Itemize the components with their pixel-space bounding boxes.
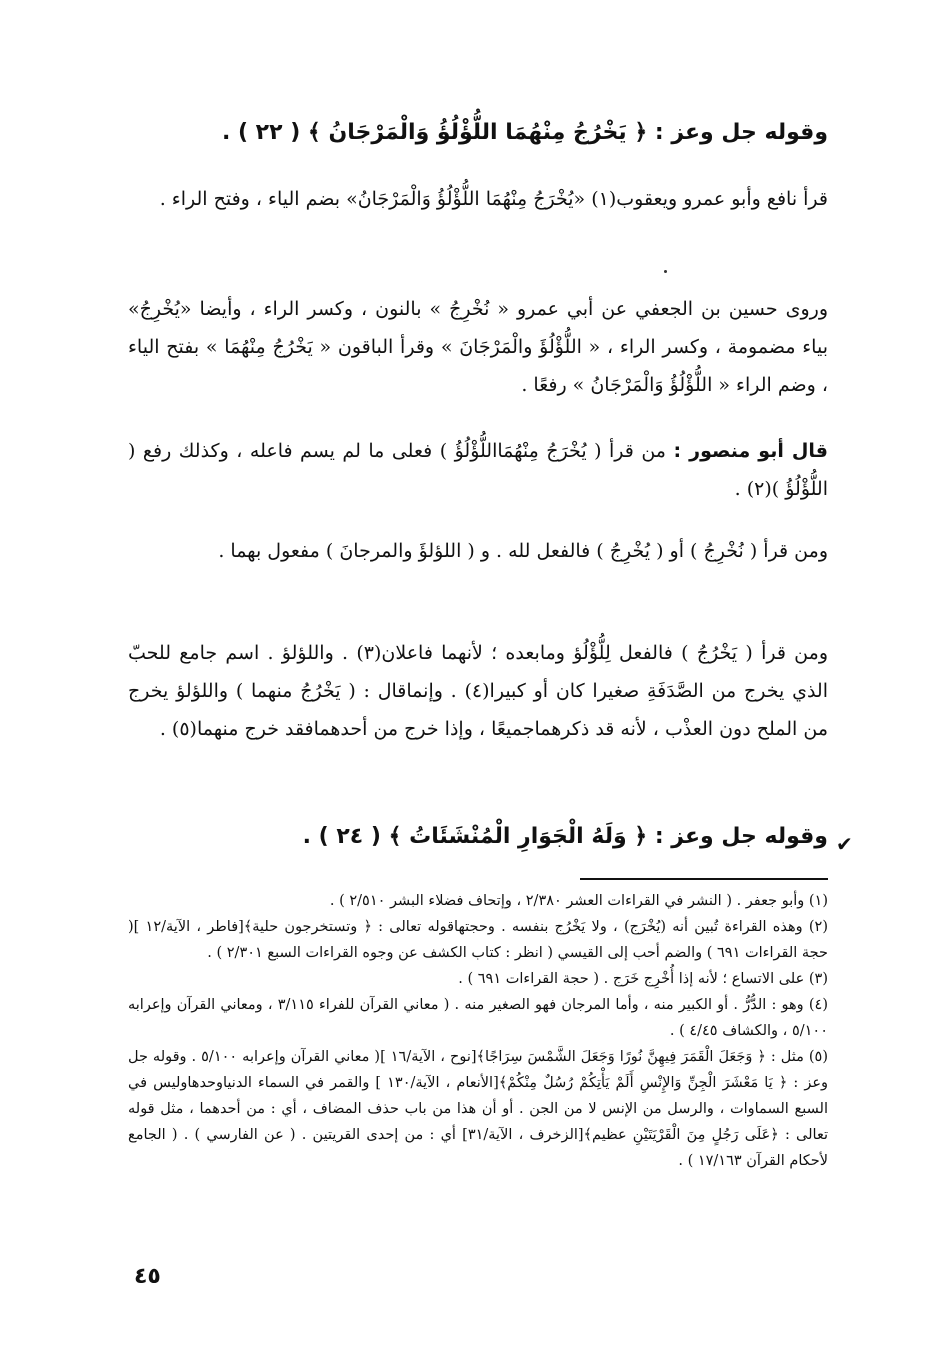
footnote-3: (٣) على الاتساع ؛ لأنه إذا أُخْرِج خَرَج . ( حجة القراءات ٦٩١ ) . [458, 971, 828, 987]
reading-paragraph-nukhrij: ومن قرأ ( نُخْرِجُ ) أو ( يُخْرِجُ ) فالفعل لله . و ( اللؤلؤَ والمرجانَ ) مفعول بهما . [218, 540, 828, 562]
reading-paragraph-yakhruj: ومن قرأ ( يَخْرُجُ ) فالفعل لِلُّؤْلُؤ ومابعده ؛ لأنهما فاعلان(٣) . واللؤلؤ . اسم جامع للحبّ الذي يخرج من الصَّدَفَةِ صغيرا كان أو كبيرا(٤) . وإنماقال : ( يَخْرُجُ منهما ) واللؤلؤ يخرج من الملح دون العذْب ، لأنه قد ذكرهماجميعًا ، وإذا خرج من أحدهمافقد خرج منهما(٥) . [128, 642, 829, 740]
footnotes [128, 888, 828, 1174]
verse-heading-22: وقوله جل وعز : ﴿ يَخْرُجُ مِنْهُمَا اللُّؤْلُؤُ وَالْمَرْجَانُ ﴾ ( ٢٢ ) . [221, 120, 828, 145]
abu-mansur-lead: قال أبو منصور : [673, 440, 828, 462]
footnote-5: (٥) مثل : ﴿ وَجَعَلَ الْقَمَرَ فِيهِنَّ نُورًا وَجَعَلَ الشَّمْسَ سِرَاجًا﴾[نوح ، الآية/١٦ ]( معاني القرآن وإعرابه ٥/١٠٠ . وقوله جل وعز : ﴿ يَا مَعْشَرَ الْجِنِّ وَالإِنْسِ أَلَمْ يَأْتِكُمْ رُسُلٌ مِنْكُمْ﴾[الأنعام ، الآية/١٣٠ ] والقمر في السماء الدنياوحدهاوليس في السبع السماوات ، والرسل من الإنس لا من الجن . أو أن هذا من باب حذف المضاف ، أي : من أحدهما ، مثل قوله تعالى : ﴿عَلَى رَجُلٍ مِنَ الْقَرْيَتَيْنِ عظيم﴾[الزخرف ، الآية/٣١] أي : من إحدى القريتين . ( عن الفارسي ) . ( الجامع لأحكام القرآن ١٧/١٦٣ ) . [128, 1049, 829, 1169]
print-speck [664, 270, 667, 273]
checkmark-icon: ✔ [836, 832, 853, 856]
footnote-separator [580, 878, 828, 880]
page-number: ٤٥ [134, 1264, 161, 1289]
footnote-1: (١) وأبو جعفر . ( النشر في القراءات العشر ٢/٣٨٠ ، وإتحاف فضلاء البشر ٢/٥١٠ ) . [329, 893, 828, 909]
abu-mansur-paragraph [128, 432, 828, 508]
footnote-4: (٤) وهو : الدُّرُّ . أو الكبير منه ، وأما المرجان فهو الصغير منه . ( معاني القرآن للفراء ٣/١١٥ ، ومعاني القرآن وإعرابه ٥/١٠٠ ، والكشاف ٤/٤٥ ) . [128, 997, 828, 1039]
footnote-2: (٢) وهذه القراءة تُبين أنه (يُخْرَج) ، ولا يَخْرُج بنفسه . وحجتهاقوله تعالى : ﴿ وتستخرجون حلية﴾[فاطر ، الآية/١٢ ]( حجة القراءات ٦٩١ ) والضم أحب إلى القيسي ( انظر : كتاب الكشف عن وجوه القراءات السبع ٢/٣٠١ ) . [128, 919, 828, 961]
reading-paragraph-husayn: وروى حسين بن الجعفي عن أبي عمرو « نُخْرِجُ » بالنون ، وكسر الراء ، وأيضا «يُخْرِجُ» بياء مضمومة ، وكسر الراء ، « اللُّؤْلُؤَ والْمَرْجَانَ » وقرأ الباقون « يَخْرُجُ مِنْهُمَا » بفتح الياء ، وضم الراء « اللُّؤْلُؤُ وَالْمَرْجَانُ » رفعًا . [128, 298, 828, 396]
verse-heading-24: وقوله جل وعز : ﴿ وَلَهُ الْجَوَارِ الْمُنْشَئَاتُ ﴾ ( ٢٤ ) . [302, 824, 828, 849]
reading-paragraph-nafi: قرأ نافع وأبو عمرو ويعقوب(١) «يُخْرَجُ مِنْهُمَا اللُّؤْلُؤُ وَالْمَرْجَانُ» بضم الياء ، وفتح الراء . [159, 188, 828, 210]
abu-mansur-text: من قرأ ( يُخْرَجُ مِنْهُمَااللُّؤْلُؤُ ) فعلى ما لم يسم فاعله ، وكذلك رفع ( اللُّؤْلُؤُ )(٢) . [128, 440, 828, 500]
